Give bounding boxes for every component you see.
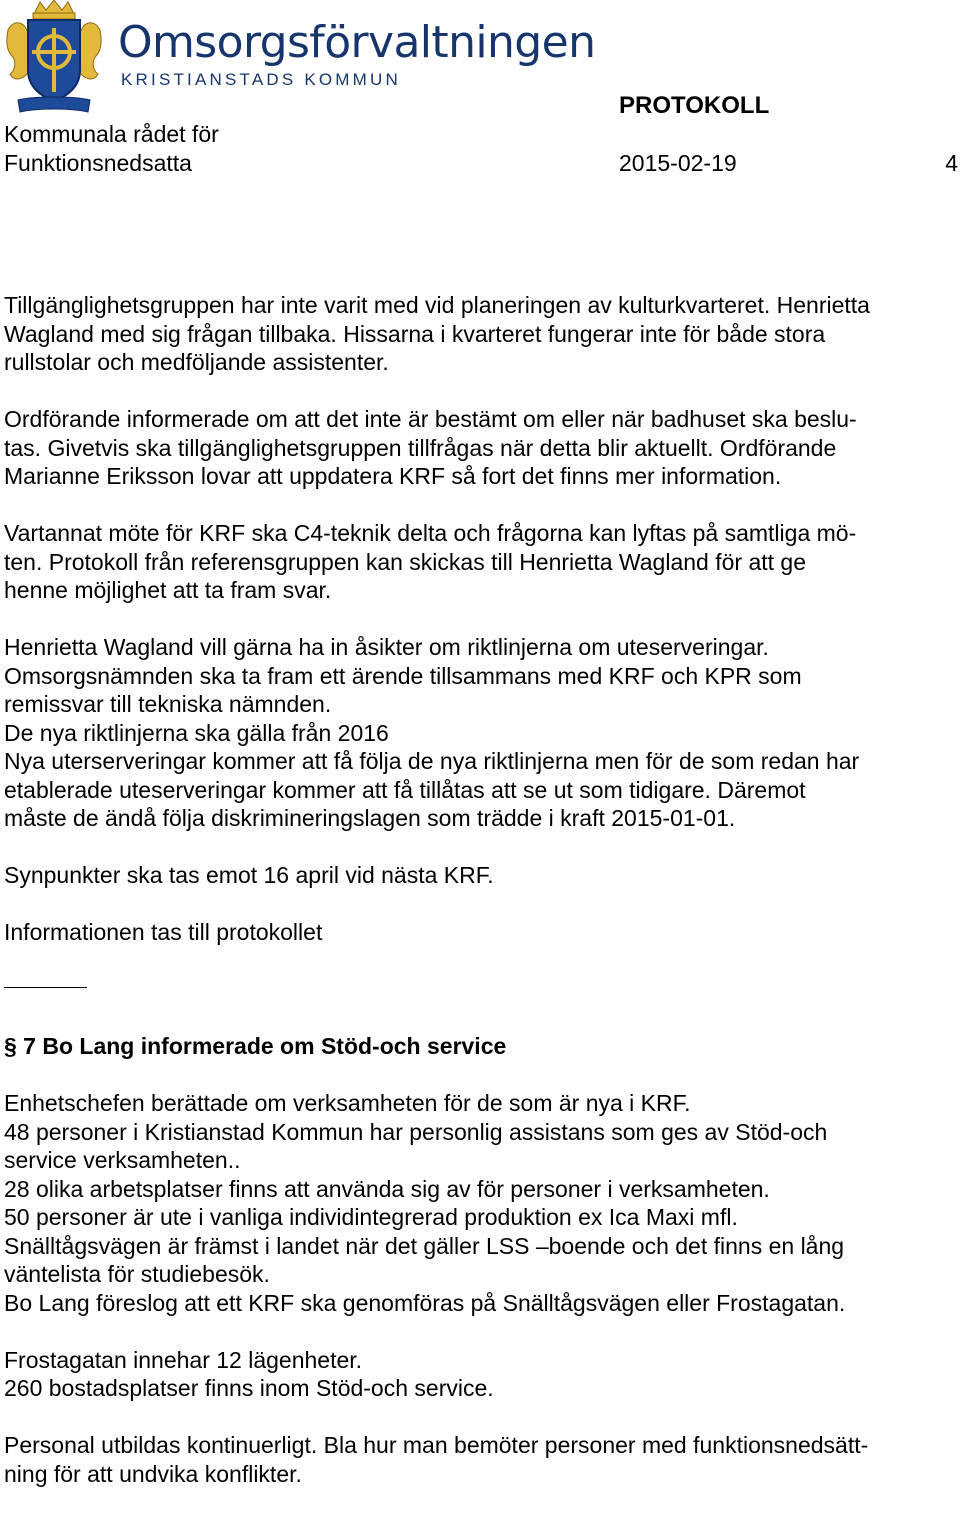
text-line: Tillgänglighetsgruppen har inte varit med vid planeringen av kulturkvarteret. Henrietta bbox=[4, 292, 870, 318]
org-name: Omsorgsförvaltningen bbox=[118, 17, 596, 68]
coat-of-arms-icon bbox=[4, 0, 104, 116]
document-date: 2015-02-19 bbox=[619, 150, 737, 176]
document-type: PROTOKOLL bbox=[619, 92, 770, 119]
document-body bbox=[4, 291, 939, 1517]
text-line: 50 personer är ute i vanliga individintegrerad produktion ex Ica Maxi mfl. bbox=[4, 1204, 738, 1230]
paragraph bbox=[4, 918, 939, 947]
text-line: Bo Lang föreslog att ett KRF ska genomföras på Snälltågsvägen eller Frostagatan. bbox=[4, 1289, 846, 1316]
text-line: ten. Protokoll från referensgruppen kan skickas till Henrietta Wagland för att ge bbox=[4, 548, 807, 575]
text-line: ning för att undvika konflikter. bbox=[4, 1460, 302, 1487]
page-number: 4 bbox=[945, 150, 958, 176]
text-line: Frostagatan innehar 12 lägenheter. bbox=[4, 1346, 363, 1373]
text-line: väntelista för studiebesök. bbox=[4, 1261, 270, 1287]
text-line: Personal utbildas kontinuerligt. Bla hur man bemöter personer med funktionsnedsätt- bbox=[4, 1432, 869, 1458]
text-line: Vartannat möte för KRF ska C4-teknik delta och frågorna kan lyftas på samtliga mö- bbox=[4, 520, 857, 546]
text-line: henne möjlighet att ta fram svar. bbox=[4, 577, 332, 603]
paragraph bbox=[4, 291, 939, 377]
text-line: etablerade uteserveringar kommer att få tillåtas att se ut som tidigare. Däremot bbox=[4, 776, 806, 803]
paragraph bbox=[4, 1089, 939, 1317]
text-line: remissvar till tekniska nämnden. bbox=[4, 691, 332, 717]
text-line: Snälltågsvägen är främst i landet när det gäller LSS –boende och det finns en lång bbox=[4, 1232, 845, 1259]
committee-line: Funktionsnedsatta bbox=[4, 150, 192, 176]
text-line: Enhetschefen berättade om verksamheten för de som är nya i KRF. bbox=[4, 1090, 691, 1116]
text-line: Marianne Eriksson lovar att uppdatera KRF så fort det finns mer information. bbox=[4, 463, 782, 489]
text-line: Synpunkter ska tas emot 16 april vid nästa KRF. bbox=[4, 862, 494, 888]
section-title: § 7 Bo Lang informerade om Stöd-och service bbox=[4, 1033, 507, 1059]
committee-line: Kommunala rådet för bbox=[4, 121, 219, 147]
text-line: 260 bostadsplatser finns inom Stöd-och service. bbox=[4, 1375, 494, 1401]
text-line: Informationen tas till protokollet bbox=[4, 919, 323, 945]
paragraph bbox=[4, 405, 939, 491]
text-line: Wagland med sig frågan tillbaka. Hissarna i kvarteret fungerar inte för både stora bbox=[4, 320, 826, 347]
text-line: Omsorgsnämnden ska ta fram ett ärende tillsammans med KRF och KPR som bbox=[4, 662, 802, 689]
text-line: måste de ändå följa diskrimineringslagen som trädde i kraft 2015-01-01. bbox=[4, 805, 736, 831]
paragraph bbox=[4, 633, 939, 833]
committee-name bbox=[4, 120, 404, 178]
text-line: Ordförande informerade om att det inte är bestämt om eller när badhuset ska beslu- bbox=[4, 406, 857, 432]
paragraph bbox=[4, 1346, 939, 1403]
separator-line bbox=[4, 975, 87, 988]
text-line: Henrietta Wagland vill gärna ha in åsikter om riktlinjerna om uteserveringar. bbox=[4, 634, 769, 660]
org-subtitle: KRISTIANSTADS KOMMUN bbox=[121, 70, 401, 89]
text-line: 28 olika arbetsplatser finns att använda sig av för personer i verksamheten. bbox=[4, 1175, 770, 1202]
paragraph bbox=[4, 861, 939, 890]
paragraph bbox=[4, 1431, 939, 1488]
section-heading bbox=[4, 1032, 939, 1061]
text-line: 48 personer i Kristianstad Kommun har personlig assistans som ges av Stöd-och bbox=[4, 1118, 828, 1145]
text-line: tas. Givetvis ska tillgänglighetsgruppen tillfrågas när detta blir aktuellt. Ordförande bbox=[4, 434, 837, 461]
paragraph bbox=[4, 519, 939, 605]
text-line: rullstolar och medföljande assistenter. bbox=[4, 349, 389, 375]
text-line: De nya riktlinjerna ska gälla från 2016 bbox=[4, 719, 389, 746]
text-line: service verksamheten.. bbox=[4, 1147, 241, 1173]
text-line: Nya uterserveringar kommer att få följa de nya riktlinjerna men för de som redan har bbox=[4, 748, 860, 774]
